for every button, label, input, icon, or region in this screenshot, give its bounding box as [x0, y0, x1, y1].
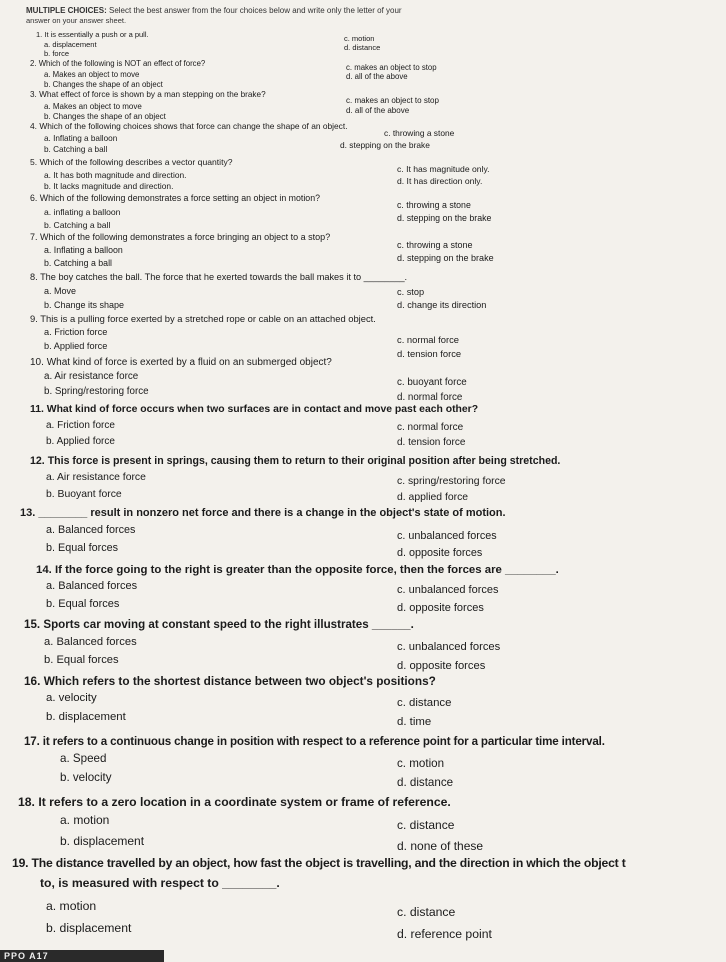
- option-c: c. throwing a stone: [397, 240, 473, 250]
- question-text: It is essentially a push or a pull.: [44, 30, 149, 39]
- question-text: Which of the following demonstrates a force bringing an object to a stop?: [40, 232, 331, 242]
- question-number: 6.: [30, 193, 38, 203]
- option-a: a. Speed: [60, 752, 107, 765]
- option-c: c. buoyant force: [397, 377, 467, 388]
- option-d: d. opposite forces: [397, 660, 486, 672]
- question-number: 17.: [24, 735, 40, 748]
- option-b: b. velocity: [60, 771, 112, 784]
- option-a: a. Air resistance force: [44, 371, 139, 382]
- option-c: c. stop: [397, 287, 425, 297]
- option-c: c. normal force: [397, 422, 464, 433]
- option-c: c. normal force: [397, 334, 459, 345]
- question-text: This is a pulling force exerted by a stretched rope or cable on an attached object.: [40, 313, 376, 324]
- question-number: 18.: [18, 795, 35, 809]
- option-b: b. Spring/restoring force: [44, 386, 149, 397]
- header-instruction-line2: answer on your answer sheet.: [26, 16, 127, 25]
- option-b: b. Applied force: [46, 436, 115, 447]
- question-2: [30, 59, 205, 68]
- question-number: 8.: [30, 272, 38, 282]
- question-text: If the force going to the right is greater than the opposite force, then the forces are ________.: [55, 564, 559, 576]
- option-a: a. displacement: [44, 40, 97, 49]
- question-8: [30, 272, 407, 282]
- option-c: c. distance: [397, 905, 456, 919]
- option-c: c. unbalanced forces: [397, 584, 499, 596]
- option-c: c. motion: [344, 34, 375, 43]
- option-d: d. It has direction only.: [397, 176, 483, 186]
- option-a: a. Move: [44, 286, 77, 296]
- option-a: a. Balanced forces: [46, 524, 136, 536]
- question-18: [18, 795, 451, 809]
- question-text: it refers to a continuous change in position with respect to a reference point for a particular time interval.: [42, 735, 605, 748]
- option-a: a. motion: [46, 899, 97, 913]
- question-9: [30, 313, 376, 324]
- option-d: d. opposite forces: [397, 547, 483, 559]
- option-d: d. distance: [344, 43, 381, 52]
- option-b: b. Equal forces: [44, 654, 119, 666]
- option-a: a. motion: [60, 813, 110, 827]
- footer-strip: PPO A17: [0, 950, 164, 962]
- question-text: Which refers to the shortest distance between two object's positions?: [43, 674, 436, 688]
- option-b: b. displacement: [60, 834, 145, 848]
- question-text: This force is present in springs, causing them to return to their original position after being stretched.: [47, 455, 561, 467]
- question-text: It refers to a zero location in a coordinate system or frame of reference.: [38, 795, 451, 809]
- option-b: b. Catching a ball: [44, 145, 108, 154]
- option-d: d. tension force: [397, 348, 462, 359]
- option-a: a. It has both magnitude and direction.: [44, 170, 187, 180]
- header-title: MULTIPLE CHOICES:: [26, 6, 107, 15]
- instructions-header: [26, 6, 402, 16]
- question-15: [24, 618, 414, 631]
- question-number: 1.: [36, 30, 43, 39]
- question-number: 14.: [36, 564, 52, 576]
- option-b: b. displacement: [46, 921, 132, 935]
- option-d: d. distance: [397, 776, 454, 789]
- question-19-line2: to, is measured with respect to ________.: [40, 876, 280, 890]
- question-text: Which of the following is NOT an effect of force?: [38, 59, 206, 68]
- question-14: [36, 564, 559, 576]
- question-10: [30, 357, 332, 368]
- question-13: [20, 507, 506, 519]
- option-b: b. force: [44, 49, 70, 58]
- option-a: a. velocity: [46, 692, 97, 704]
- question-number: 10.: [30, 357, 44, 368]
- question-text: Which of the following describes a vector quantity?: [39, 157, 233, 167]
- question-number: 16.: [24, 674, 41, 688]
- option-b: b. Change its shape: [44, 300, 125, 310]
- question-text: What kind of force is exerted by a fluid on an submerged object?: [46, 357, 332, 368]
- option-c: c. throwing a stone: [397, 200, 471, 210]
- option-d: d. reference point: [397, 927, 492, 941]
- question-number: 19.: [12, 856, 29, 870]
- option-b: b. Changes the shape of an object: [44, 80, 163, 89]
- question-5: [30, 157, 233, 167]
- question-number: 2.: [30, 59, 37, 68]
- question-text: ________ result in nonzero net force and there is a change in the object's state of motion.: [38, 507, 506, 519]
- option-d: d. time: [397, 716, 432, 728]
- option-d: d. tension force: [397, 437, 466, 448]
- option-a: a. Friction force: [46, 420, 115, 431]
- option-b: b. Buoyant force: [46, 489, 122, 500]
- option-a: a. Makes an object to move: [44, 102, 142, 111]
- option-c: c. makes an object to stop: [346, 63, 437, 72]
- option-a: a. Friction force: [44, 327, 108, 337]
- question-text: Which of the following choices shows that force can change the shape of an object.: [39, 121, 348, 131]
- option-d: d. stepping on the brake: [397, 253, 494, 263]
- option-a: a. inflating a balloon: [44, 207, 121, 217]
- option-d: d. none of these: [397, 839, 484, 853]
- question-number: 5.: [30, 157, 38, 167]
- option-a: a. Inflating a balloon: [44, 245, 123, 255]
- option-b: b. Equal forces: [46, 598, 120, 610]
- option-b: b. Changes the shape of an object: [44, 112, 166, 121]
- question-text: Which of the following demonstrates a force setting an object in motion?: [39, 193, 320, 203]
- question-number: 4.: [30, 121, 37, 131]
- option-b: b. It lacks magnitude and direction.: [44, 181, 174, 191]
- question-16: [24, 674, 436, 688]
- option-d: d. all of the above: [346, 72, 408, 81]
- question-7: [30, 232, 330, 242]
- option-d: d. stepping on the brake: [340, 140, 430, 150]
- question-text: The distance travelled by an object, how fast the object is travelling, and the direction in which the object t: [31, 856, 626, 870]
- option-a: a. Balanced forces: [44, 636, 137, 648]
- question-number: 7.: [30, 232, 38, 242]
- option-a: a. Balanced forces: [46, 580, 138, 592]
- option-c: c. makes an object to stop: [346, 96, 439, 105]
- option-b: b. displacement: [46, 711, 126, 723]
- question-6: [30, 193, 320, 203]
- option-b: b. Catching a ball: [44, 220, 111, 230]
- question-3: [30, 90, 266, 99]
- question-number: 3.: [30, 90, 37, 99]
- option-d: d. change its direction: [397, 300, 487, 310]
- question-19: [12, 856, 626, 870]
- question-11: [30, 404, 478, 415]
- question-number: 9.: [30, 313, 38, 324]
- option-d: d. all of the above: [346, 106, 410, 115]
- option-c: c. distance: [397, 818, 455, 832]
- option-c: c. throwing a stone: [384, 128, 455, 138]
- question-text: What effect of force is shown by a man stepping on the brake?: [39, 90, 266, 99]
- option-c: c. motion: [397, 757, 445, 770]
- option-c: c. spring/restoring force: [397, 476, 506, 487]
- option-d: d. applied force: [397, 492, 469, 503]
- question-4: [30, 121, 348, 131]
- question-12: [30, 455, 560, 467]
- option-d: d. stepping on the brake: [397, 213, 492, 223]
- question-number: 13.: [20, 507, 36, 519]
- option-b: b. Applied force: [44, 341, 108, 351]
- question-17: [24, 735, 605, 748]
- option-c: c. It has magnitude only.: [397, 164, 490, 174]
- option-d: d. normal force: [397, 392, 463, 403]
- option-a: a. Air resistance force: [46, 472, 146, 483]
- option-b: b. Catching a ball: [44, 258, 112, 268]
- option-a: a. Inflating a balloon: [44, 134, 118, 143]
- question-text: The boy catches the ball. The force that he exerted towards the ball makes it to ________.: [40, 272, 408, 282]
- option-a: a. Makes an object to move: [44, 70, 140, 79]
- option-c: c. unbalanced forces: [397, 530, 497, 542]
- option-d: d. opposite forces: [397, 602, 484, 614]
- option-b: b. Equal forces: [46, 542, 119, 554]
- question-number: 12.: [30, 455, 45, 467]
- question-text: What kind of force occurs when two surfaces are in contact and move past each other?: [46, 404, 479, 415]
- question-number: 15.: [24, 618, 41, 631]
- question-text: Sports car moving at constant speed to the right illustrates ______.: [43, 618, 414, 631]
- option-c: c. distance: [397, 697, 452, 709]
- question-1: [36, 30, 149, 39]
- option-c: c. unbalanced forces: [397, 641, 501, 653]
- header-instruction: Select the best answer from the four choices below and write only the letter of your: [108, 6, 402, 15]
- question-number: 11.: [30, 404, 44, 415]
